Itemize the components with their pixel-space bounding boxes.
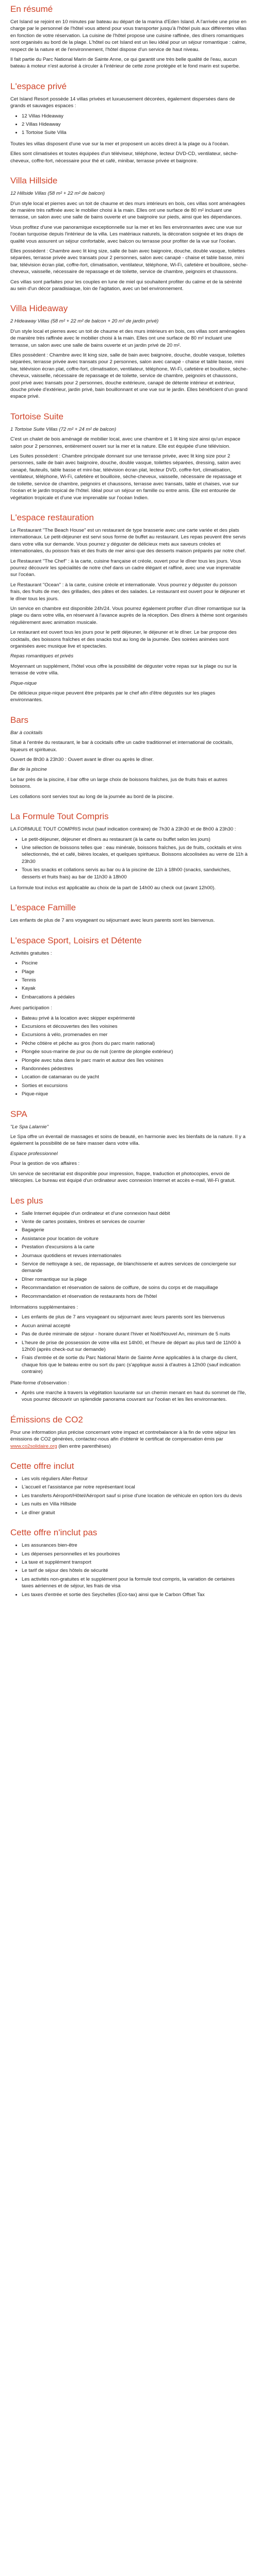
list-item: • Les taxes d'entrée et sortie des Seychelles (Eco-tax) ainsi que le Carbon Offset Tax (22, 1591, 248, 1598)
list-item: • Salle Internet équipée d'un ordinateur et d'une connexion haut débit (22, 1210, 248, 1217)
co2-link[interactable]: www.co2solidaire.org (10, 1443, 57, 1449)
paragraph: Cet Island Resort possède 14 villas privées et luxueusement décorées, également dispersées dans de grands et sauvages espaces : (10, 96, 235, 109)
list-item: • Piscine (22, 960, 248, 967)
list-item: • Plongée avec tuba dans le parc marin et autour des îles voisines (22, 1057, 248, 1064)
paragraph: Le Restaurant "The Beach House" est un restaurant de type brasserie avec une carte variée et des plats internationaux. Le petit-déjeuner est servi sous forme de buffet au restaurant. Les repas peuvent être servis dans votre villa sur demande. Vous pourrez y déguster de délicieux mets aux saveurs créoles et internationales, du poisson frais et des fruits de mer ainsi que des desserts maison préparés par notre chef. (10, 527, 246, 554)
list (10, 1476, 248, 1516)
paragraph-subtitle: 2 Hideaway Villas (58 m² + 22 m² de balcon + 20 m² de jardin privé) (10, 318, 159, 325)
paragraph: Avec participation : (10, 1005, 52, 1011)
list-item: • Kayak (22, 985, 248, 992)
list (10, 960, 248, 1001)
paragraph (10, 1429, 248, 1450)
section-title-villa-hideaway: Villa Hideaway (10, 303, 68, 314)
list-item: • Location de catamaran ou de yacht (22, 1074, 248, 1080)
list-item: • 12 Villas Hideaway (22, 113, 248, 120)
section-title-villa-hillside: Villa Hillside (10, 176, 58, 186)
list-item: • Plage (22, 969, 248, 975)
paragraph: Bar de la piscine (10, 767, 47, 773)
list-item: • Pique-nique (22, 1091, 248, 1097)
list (10, 1542, 248, 1598)
co2-text: Pour une information plus précise concernant votre impact et contrebalancer à la fin de votre séjour les émissions de CO2 générées, contactez-nous afin d'obtenir le certificat de compensation émis par (10, 1429, 236, 1443)
section-title-sport: L'espace Sport, Loisirs et Détente (10, 935, 142, 945)
list-item: • 2 Villas Hideaway (22, 121, 248, 128)
paragraph: Cet Island se rejoint en 10 minutes par bateau au départ de la marina d'Eden Island. A l'arrivée une prise en charge par le personnel de l'hôtel vous attend pour vous transporter jusqu'à l'hôtel puis aux différentes villas en fonction de votre réservation. La cuisine de l'hôtel propose une cuisine raffinée, des dîners romantiques sont organisés au bord de la plage. L'hôtel ou cet Island est un lieu idéal pour un séjour romantique : calme, respect de la nature et de l'environnement, l'hôtel dispose d'un service de haut niveau. (10, 19, 247, 53)
paragraph: Le Spa offre un éventail de massages et soins de beauté, en harmonie avec les bienfaits de la nature. Il y a également la possibilité de se faire masser dans votre villa. (10, 1134, 246, 1147)
paragraph: Les Suites possèdent : Chambre principale donnant sur une terrasse privée, avec lit king size pour 2 personnes, salle de bain avec baignoire, douche, double vasque, toilettes séparées, dressing, salon avec canapé, fauteuils, table basse et mini-bar, télévision écran plat, lecteur DVD, coffre-fort, climatisation, ventilateur, téléphone, Wi-Fi, cafetière et bouilloire, sèche-cheveux, vaisselle, nécessaire de repassage et de toilette, service de chambre, peignoirs et chaussons, terrasse avec transats, table et chaises, vue sur l'océan et le jardin tropical de l'hôtel. Idéal pour un séjour en famille ou entre amis. Elle est entourée de végétation tropicale et d'une vue imprenable sur l'océan Indien. (10, 453, 241, 501)
list-item: • Les vols réguliers Aller-Retour (22, 1476, 248, 1482)
paragraph: LA FORMULE TOUT COMPRIS inclut (sauf indication contraire) de 7h30 à 23h30 et de 8h00 à 23h30 : (10, 826, 236, 833)
paragraph: Informations supplémentaires : (10, 1304, 78, 1310)
list (10, 1015, 248, 1098)
section-title-tortoise-suite: Tortoise Suite (10, 411, 63, 421)
list-item: • La taxe et supplément transport (22, 1559, 248, 1566)
list-item: • Randonnées pédestres (22, 1065, 248, 1072)
list (10, 1210, 248, 1300)
list (10, 836, 248, 880)
list-item: • Après une marche à travers la végétation luxuriante sur un chemin menant en haut du sommet de l'île, vous pourrez découvrir un splendide panorama couvrant sur l'océan et les îles environnantes. (22, 1389, 248, 1403)
list-item: • Plongée sous-marine de jour ou de nuit (centre de plongée extérieur) (22, 1048, 248, 1055)
list-item: • Bateau privé à la location avec skipper expérimenté (22, 1015, 248, 1022)
list-item: • Excursions et découvertes des îles voisines (22, 1023, 248, 1030)
paragraph: Elles possèdent : Chambre avec lit king size, salle de bain avec baignoire, douche, double vasque, toilettes séparées, terrasse privée avec transats pour 2 personnes, salon avec canapé - chaise et table basse, mini bar, télévision écran plat, coffre-fort, climatisation, ventilateur, téléphone, Wi-Fi, cafetière et bouilloire, sèche-cheveux, vaisselle, nécessaire de repassage et de toilette, service de chambre, peignoirs et chaussons. (10, 248, 248, 275)
section-title-en-resume: En résumé (10, 4, 53, 14)
list-item: • Le tarif de séjour des hôtels de sécurité (22, 1567, 248, 1574)
section-title-offre-exclut: Cette offre n'inclut pas (10, 1528, 98, 1538)
list-item: • Tennis (22, 977, 248, 984)
paragraph: Il fait partie du Parc National Marin de Sainte Anne, ce qui garantit une très belle qualité de l'eau, aucun bateau à moteur n'est autorisé à circuler à l'intérieur de cette zone protégée et le fond marin est superbe. (10, 57, 240, 70)
list-item: • Vente de cartes postales, timbres et services de courrier (22, 1218, 248, 1225)
list-item: • Aucun animal accepté (22, 1323, 248, 1329)
paragraph: Les enfants de plus de 7 ans voyageant ou séjournant avec leurs parents sont les bienvenus. (10, 918, 215, 924)
list-item: • 1 Tortoise Suite Villa (22, 129, 248, 136)
section-title-plus: Les plus (10, 1195, 43, 1206)
list-item: • Le dîner gratuit (22, 1510, 248, 1516)
paragraph: Pique-nique (10, 680, 37, 686)
list-item: • Pêche côtière et pêche au gros (hors du parc marin national) (22, 1040, 248, 1047)
paragraph-subtitle: 1 Tortoise Suite Villas (72 m² + 24 m² de balcon) (10, 426, 117, 432)
paragraph: Les collations sont servies tout au long de la journée au bord de la piscine. (10, 793, 174, 800)
list-item: • Excursions à vélo, promenades en mer (22, 1031, 248, 1038)
list-item: • Pas de durée minimale de séjour - horaire durant l'hiver et Noël/Nouvel An, minimum de 5 nuits (22, 1331, 248, 1337)
paragraph: Situé à l'entrée du restaurant, le bar à cocktails offre un cadre traditionnel et international de cocktails, liqueurs et spiritueux. (10, 740, 234, 753)
paragraph: Repas romantiques et privés (10, 653, 74, 659)
section-title-spa: SPA (10, 1109, 27, 1119)
list-item: • Service de nettoyage à sec, de repassage, de blanchisserie et autres services de conciergerie sur demande (22, 1261, 248, 1275)
paragraph: Le Restaurant "Ocean" : à la carte, cuisine créole et internationale. Vous pourrez y déguster du poisson frais, des fruits de mer, des grillades, des pâtes et des salades. Le restaurant est ouvert pour le déjeuner et le dîner tous les jours. (10, 582, 245, 602)
list-item: • Assistance pour location de voiture (22, 1235, 248, 1242)
paragraph: Le Restaurant "The Chef" : à la carte, cuisine française et créole, ouvert pour le dîner tous les jours. Vous pourrez découvrir les spécialités de notre chef dans un cadre élégant et raffiné, avec une vue imprenable sur l'océan. (10, 558, 241, 578)
page (0, 4, 258, 1623)
paragraph: La formule tout inclus est applicable au choix de la part de 14h00 au check out (avant 12h00). (10, 885, 216, 891)
list-item: • Les assurances bien-être (22, 1542, 248, 1549)
list-item: • Recommandation et réservation de salons de coiffure, de soins du corps et de maquillage (22, 1284, 248, 1291)
paragraph: Ces villas sont parfaites pour les couples en lune de miel qui souhaitent profiter du calme et de la sérénité au sein d'un décor paradisiaque, loin de l'agitation, avec un bel environnement. (10, 279, 243, 292)
list (10, 113, 248, 137)
section-title-bars: Bars (10, 715, 28, 725)
list-item: • Une sélection de boissons telles que : eau minérale, boissons fraîches, jus de fruits, cocktails et vins sélectionnés, thé et café, bières locales, et quelques spiritueux. Boissons alcoolisées au verre de 11h à 23h30 (22, 844, 248, 865)
paragraph: De délicieux pique-nique peuvent être préparés par le chef afin d'être dégustés sur les plages environnantes. (10, 690, 216, 703)
list-item: • Embarcations à pédales (22, 994, 248, 1001)
list-item: • Les nuits en Villa Hillside (22, 1501, 248, 1507)
paragraph: Un service en chambre est disponible 24h/24. Vous pourrez également profiter d'un dîner romantique sur la plage ou dans votre villa, en réservant à l'avance auprès de la réception. Des dîners à thème sont organisés régulièrement avec animation musicale. (10, 605, 248, 625)
paragraph: Pour la gestion de vos affaires : (10, 1161, 80, 1167)
paragraph: D'un style local et pierres avec un toit de chaume et des murs intérieurs en bois, ces villas sont aménagées de manière très raffinée avec le mobilier choisi à la main. Elles ont une surface de 80 m² incluant une terrasse, un salon avec une salle de bains ouverte et une baignoire sur pieds, ainsi que les dépendances. (10, 200, 246, 221)
list-item: • Prestation d'excursions à la carte (22, 1244, 248, 1250)
paragraph: Elles possèdent : Chambre avec lit king size, salle de bain avec baignoire, douche, double vasque, toilettes séparées, terrasse privée avec transats pour 2 personnes, salon avec canapé - chaise et table basse, mini bar, télévision écran plat, coffre-fort, climatisation, ventilateur, téléphone, Wi-Fi, cafetière et bouilloire, sèche-cheveux, vaisselle, nécessaire de repassage et de toilette, service de chambre, peignoirs et chaussons, pool privé avec transats pour 2 personnes, douche extérieure, canapé de détente intérieur et extérieur, douche privée d'extérieur, jardin privé, bain bouillonnant et une vue sur le jardin. Elles bénéficient d'un grand espace privé. (10, 352, 248, 400)
section-title-famille: L'espace Famille (10, 903, 76, 913)
list-item: • Recommandation et réservation de restaurants hors de l'hôtel (22, 1293, 248, 1300)
paragraph: Plate-forme d'observation : (10, 1380, 70, 1386)
list-item: • Les transferts Aéroport/Hôtel/Aéroport sauf si prise d'une location de véhicule en option lors du devis (22, 1493, 248, 1499)
paragraph: Bar à cocktails (10, 730, 43, 736)
paragraph: Espace professionnel (10, 1150, 58, 1157)
paragraph: Le bar près de la piscine, il bar offre un large choix de boissons fraîches, jus de fruits frais et autres boissons. (10, 776, 228, 790)
paragraph: Toutes les villas disposent d'une vue sur la mer et proposent un accès direct à la plage ou à l'océan. (10, 141, 230, 147)
list-item: • Frais d'entrée et de sortie du Parc National Marin de Sainte Anne applicables à la charge du client, chaque fois que le bateau entre ou sort du parc (s'applique aussi à d'autres à 12h00 (sauf indication contraire) (22, 1354, 248, 1375)
list-item: • Les dépenses personnelles et les pourboires (22, 1551, 248, 1557)
paragraph: Vous profitez d'une vue panoramique exceptionnelle sur la mer et les îles environnantes avec une vue sur l'océan turquoise depuis l'intérieur de la villa. Les matériaux naturels, la décoration soignée et les draps de qualité vous assurent un séjour confortable, avec balcon ou terrasse pour profiter de la vue sur l'océan. (10, 224, 244, 244)
paragraph-subtitle: 12 Hillside Villas (58 m² + 22 m² de balcon) (10, 191, 105, 197)
list-item: • Journaux quotidiens et revues internationales (22, 1252, 248, 1259)
paragraph: Ouvert de 8h30 à 23h30 : Ouvert avant le dîner ou après le dîner. (10, 757, 154, 763)
paragraph: "Le Spa Lalarnie" (10, 1124, 49, 1130)
list-item: • Bagagerie (22, 1227, 248, 1233)
paragraph: C'est un chalet de bois aménagé de mobilier local, avec une chambre et 1 lit king size ainsi qu'un espace salon pour 2 personnes, entièrement ouvert sur la mer et la nature. Elle est équipée d'une télévision. (10, 436, 240, 449)
list-item: • Sorties et excursions (22, 1082, 248, 1089)
list-item: • Dîner romantique sur la plage (22, 1276, 248, 1283)
list-item: • L'accueil et l'assistance par notre représentant local (22, 1484, 248, 1490)
list-item: • Les activités non-gratuites et le supplément pour la formule tout compris, la variation de certaines taxes aériennes et de séjour, les frais de visa (22, 1576, 248, 1590)
paragraph: Le restaurant est ouvert tous les jours pour le petit déjeuner, le déjeuner et le dîner. Le bar propose des cocktails, des boissons fraîches et des snacks tout au long de la journée. Des soirées animées sont organisées avec musique live et spectacles. (10, 630, 237, 649)
list-item: • Tous les snacks et collations servis au bar ou à la piscine de 11h à 18h00 (snacks, sandwiches, desserts et fruits frais) au bar de 11h30 à 18h00 (22, 867, 248, 880)
list-item: • Les enfants de plus de 7 ans voyageant ou séjournant avec leurs parents sont les bienvenus (22, 1314, 248, 1320)
list-item: • Le petit-déjeuner, déjeuner et dîners au restaurant (à la carte ou buffet selon les jours) (22, 836, 248, 843)
section-title-restauration: L'espace restauration (10, 512, 94, 522)
paragraph: Activités gratuites : (10, 950, 52, 956)
paragraph: Moyennant un supplément, l'hôtel vous offre la possibilité de déguster votre repas sur la plage ou sur la terrasse de votre villa. (10, 663, 237, 676)
section-title-co2: Émissions de CO2 (10, 1414, 83, 1425)
paragraph: Elles sont climatisées et toutes équipées d'un téléviseur, téléphone, lecteur DVD-CD, ventilateur, sèche-cheveux, coffre-fort, nécessaire pour thé et café, minibar, terrasse privée et baignoire. (10, 151, 238, 164)
list (10, 1389, 248, 1403)
section-title-offre-inclut: Cette offre inclut (10, 1461, 74, 1471)
section-title-espace-prive: L'espace privé (10, 81, 67, 91)
section-title-formule: La Formule Tout Compris (10, 811, 109, 822)
list (10, 1314, 248, 1375)
co2-text-end: (lien entre parenthèses) (57, 1443, 111, 1449)
list-item: • L'heure de prise de possession de votre villa est 14h00, et l'heure de départ au plus tard de 11h00 à 12h00 (après check-out sur demande) (22, 1340, 248, 1353)
paragraph: D'un style local et pierres avec un toit de chaume et des murs intérieurs en bois, ces villas sont aménagées de manière très raffinée avec le mobilier choisi à la main. Elles ont une surface de 80 m² incluant une terrasse, un salon avec une salle de bains ouverte et un jardin privé de 20 m². (10, 328, 246, 348)
paragraph: Un service de secrétariat est disponible pour impression, frappe, traduction et photocopies, envoi de télécopies. Le bureau est équipé d'un ordinateur avec connexion Internet et accès e-mail, Wi-Fi gratuit. (10, 1171, 236, 1184)
